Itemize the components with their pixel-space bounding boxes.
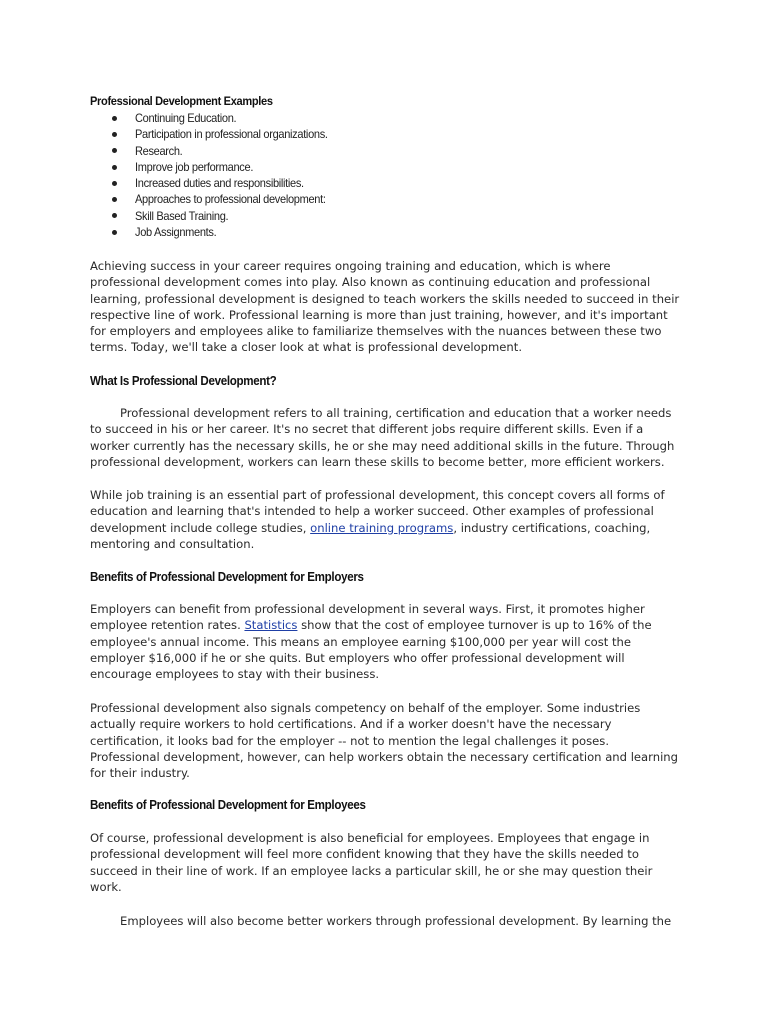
statistics-link[interactable]: Statistics [244, 618, 298, 633]
paragraph-text: show that the cost of employee turnover is up to 16% of the employee's annual income. This means an employee earning $100,000 per year will cost the employer $16,000 if he or she quits. But employers who offer professional development will encourage employees to stay with their business. [90, 618, 652, 682]
intro-paragraph: Achieving success in your career requires ongoing training and education, which is where professional development comes into play. Also known as continuing education and professional learning, professional development is designed to teach workers the skills needed to succeed in their respective line of work. Professional learning is more than just training, however, and it's important for employers and employees alike to familiarize themselves with the nuances between these two terms. Today, we'll take a closer look at what is professional development. [90, 259, 680, 355]
bullet-icon [112, 181, 117, 186]
list-item [112, 110, 344, 126]
employee-better-workers-paragraph: Employees will also become better workers through professional development. By learning the [120, 914, 672, 928]
section-heading-what-is: What Is Professional Development? [90, 374, 277, 388]
document-title: Professional Development Examples [90, 94, 273, 108]
list-item-text: Continuing Education. [135, 111, 237, 125]
list-item-text: Job Assignments. [135, 225, 217, 240]
bullet-icon [112, 116, 117, 121]
list-item [112, 224, 344, 240]
list-item [112, 191, 344, 207]
list-item [112, 208, 344, 224]
employee-confidence-paragraph: Of course, professional development is also beneficial for employees. Employees that engage in professional development will feel more confident knowing that they have the skills needed to succeed in their line of work. If an employee lacks a particular skill, he or she may question their work. [90, 831, 653, 894]
paragraph-text: , industry certifications, coaching, mentoring and consultation. [90, 520, 651, 551]
list-item [112, 159, 344, 175]
employer-competency-paragraph: Professional development also signals competency on behalf of the employer. Some industries actually require workers to hold certifications. And if a worker doesn't have the necessary certification, it looks bad for the employer -- not to mention the legal challenges it poses. Professional development, however, can help workers obtain the necessary certification and learning for their industry. [90, 701, 678, 781]
list-item-text: Skill Based Training. [135, 208, 229, 223]
employer-retention-paragraph [90, 601, 680, 682]
paragraph-text: Employers can benefit from professional development in several ways. First, it promotes higher employee retention rates. [90, 602, 645, 633]
section-heading-employers: Benefits of Professional Development for Employers [90, 570, 364, 584]
online-training-programs-link[interactable]: online training programs [310, 520, 454, 535]
list-item [112, 126, 344, 142]
list-item-text: Participation in professional organizations. [135, 127, 328, 142]
bullet-icon [112, 197, 117, 202]
job-training-paragraph [90, 487, 680, 552]
list-item [112, 143, 344, 159]
bullet-icon [112, 148, 117, 153]
bullet-icon [112, 213, 117, 218]
list-item [112, 175, 344, 191]
bullet-icon [112, 230, 117, 235]
examples-list [112, 110, 344, 240]
bullet-icon [112, 165, 117, 170]
list-item-text: Research. [135, 143, 183, 158]
paragraph-text: While job training is an essential part of professional development, this concept covers all forms of education and learning that's intended to help a worker succeed. Other examples of professional development include college studies, [90, 488, 665, 535]
list-item-text: Approaches to professional development: [135, 192, 326, 207]
list-item-text: Increased duties and responsibilities. [135, 176, 304, 191]
bullet-icon [112, 132, 117, 137]
list-item-text: Improve job performance. [135, 159, 254, 174]
section-heading-employees: Benefits of Professional Development for Employees [90, 798, 366, 812]
definition-paragraph: Professional development refers to all training, certification and education that a worker needs to succeed in his or her career. It's no secret that different jobs require different skills. Even if a worker currently has the necessary skills, he or she may need additional skills in the future. Through professional development, workers can learn these skills to become better, more efficient workers. [90, 406, 675, 469]
